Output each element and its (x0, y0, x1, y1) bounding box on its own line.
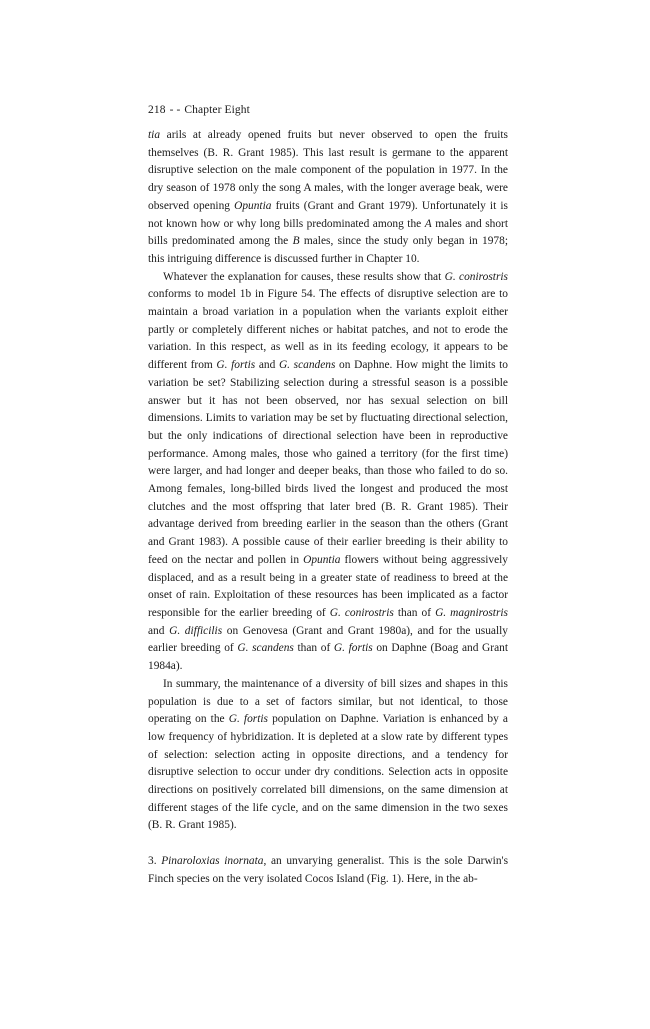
italic-text-run: tia (148, 129, 161, 141)
paragraph-continued (148, 127, 508, 269)
text-run: and (148, 624, 170, 637)
text-run: on Daphne. How might the limits to variation be set? Stabilizing selection during a stressful season is a possible answer but it has not been observed, nor has sexual selection on bill dimensions. Limits to variation may be set by fluctuating directional selection, but the only indications of directional selection have been in reproductive performance. Among males, those who gained a territory (for the first time) were larger, and had longer and deeper beaks, than those who failed to do so. Among females, long-billed birds lived the longest and produced the most clutches and the most offspring that later bred (B. R. Grant 1985). Their advantage derived from breeding earlier in the season than the others (Grant and Grant 1983). A possible cause of their earlier breeding is their ability to feed on the nectar and pollen in (148, 359, 508, 566)
text-run: Whatever the explanation for causes, these results show that (163, 270, 445, 283)
italic-text-run: Pinaroloxias inornata (161, 855, 264, 868)
italic-text-run: G. scandens (237, 642, 294, 655)
paragraph-pinaroloxias (148, 853, 508, 888)
italic-text-run: G. conirostris (444, 270, 508, 283)
text-run: conforms to model 1b in Figure 54. The effects of disruptive selection are to maintain a broad variation in a population when the variants exploit either partly or completely different niches or habitat patches, and not to erode the variation. In this respect, as well as in its feeding ecology, it appears to be different from (148, 288, 508, 372)
italic-text-run: G. fortis (216, 359, 256, 372)
paragraph-disruptive-selection (148, 269, 508, 676)
text-run: than of (293, 642, 334, 655)
text-run: fruits (Grant and Grant 1979). Unfortunately it is not known how or why long bills predominated among the (148, 199, 508, 230)
text-run: on Daphne (Boag and Grant 1984a). (148, 642, 508, 673)
italic-text-run: Opuntia (303, 553, 341, 566)
text-run: flowers without being aggressively displaced, and as a result being in a greater state of readiness to breed at the onset of rain. Exploitation of these resources has been implicated as a factor responsible for the earlier breeding of (148, 553, 509, 619)
italic-text-run: Opuntia (234, 199, 272, 212)
book-page (148, 103, 508, 889)
italic-text-run: G. conirostris (329, 606, 394, 619)
page-number: 218 (148, 104, 166, 116)
text-run: 3. (148, 855, 162, 868)
italic-text-run: G. difficilis (169, 624, 223, 637)
text-run: on Genovesa (Grant and Grant 1980a), and for the usually earlier breeding of (148, 624, 508, 655)
italic-text-run: B (292, 235, 300, 248)
running-head-separator: - - (169, 104, 181, 116)
running-head (148, 103, 508, 117)
italic-text-run: G. magnirostris (435, 606, 508, 619)
italic-text-run: A (424, 217, 432, 230)
text-run: In summary, the maintenance of a diversity of bill sizes and shapes in this population is due to a set of factors similar, but not identical, to those operating on the (148, 677, 508, 726)
italic-text-run: G. fortis (333, 642, 373, 655)
text-run: , an unvarying generalist. This is the sole Darwin's Finch species on the very isolated Cocos Island (Fig. 1). Here, in the ab- (148, 855, 509, 885)
text-run: arils at already opened fruits but never observed to open the fruits themselves (B. R. Grant 1985). This last result is germane to the apparent disruptive selection on the male component of the population in 1977. In the dry season of 1978 only the song A males, with the longer average beak, were observed opening (148, 129, 508, 212)
text-run: and (255, 359, 279, 372)
chapter-title: Chapter Eight (184, 104, 250, 116)
text-run: males and short bills predominated among the (148, 217, 508, 248)
text-run: population on Daphne. Variation is enhanced by a low frequency of hybridization. It is depleted at a slow rate by different types of selection: selection acting in opposite directions, and a tendency for disruptive selection to occur under dry conditions. Selection acts in opposite directions on positively correlated bill dimensions, on the same dimension at different stages of the life cycle, and on the same dimension in the two sexes (B. R. Grant 1985). (148, 713, 508, 832)
paragraph-summary (148, 676, 508, 835)
text-run: than of (393, 606, 436, 619)
italic-text-run: G. scandens (278, 359, 336, 372)
text-run: males, since the study only began in 1978; this intriguing difference is discussed further in Chapter 10. (148, 235, 508, 265)
italic-text-run: G. fortis (228, 713, 268, 726)
